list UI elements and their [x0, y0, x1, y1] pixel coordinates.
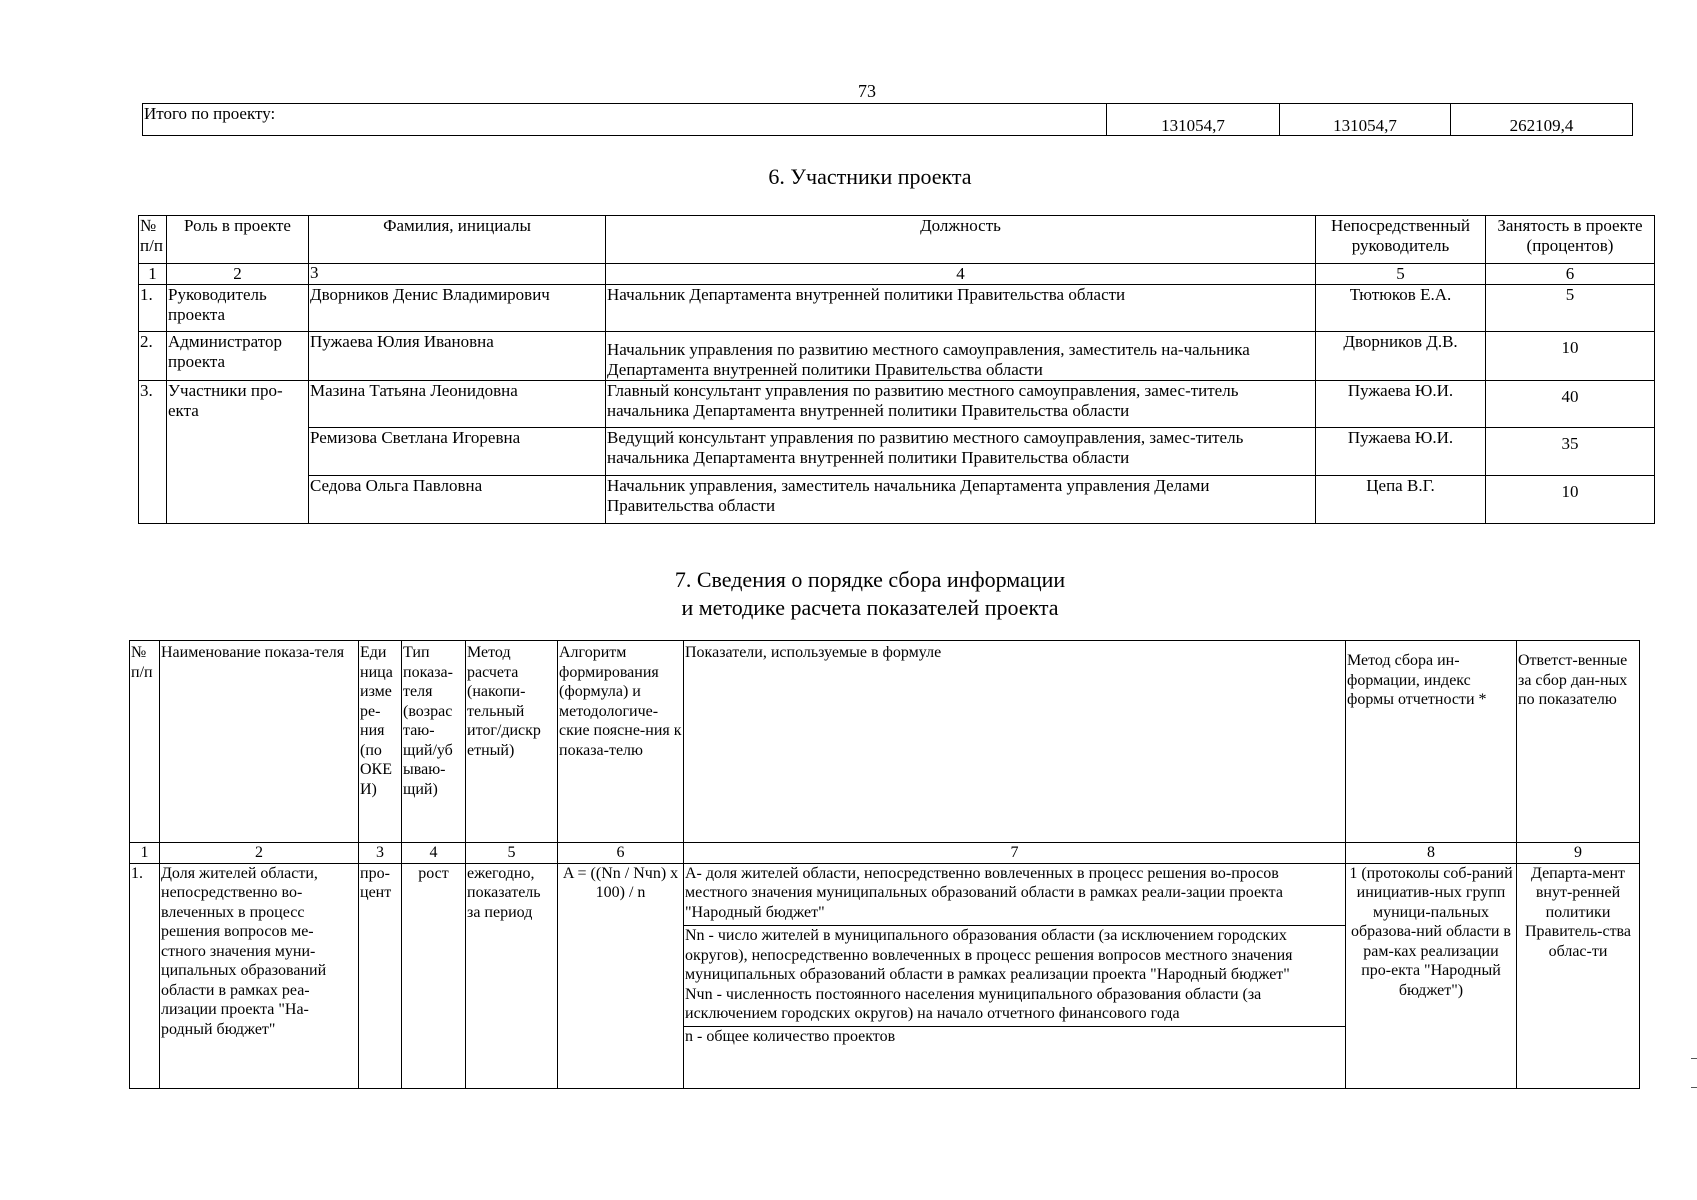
row-type: рост	[402, 863, 466, 1088]
col-number: 3	[359, 843, 402, 864]
row-name: Ремизова Светлана Игоревна	[309, 428, 606, 476]
row-algorithm: A = ((Nn / Nчn) x 100) / n	[558, 863, 684, 1088]
header-num: № п/п	[130, 641, 160, 843]
totals-value: 131054,7	[1107, 104, 1280, 136]
col-number: 9	[1517, 843, 1640, 864]
header-resp: Ответст-венные за сбор дан-ных по показателю	[1517, 641, 1640, 843]
formula-variable-nn: Nn - число жителей в муниципального образования области (за исключением городских округов), непосредственно вовлеченных в процесс решения вопросов местного значения муниципальных образований области в рамках реализации проекта "Народный бюджет"	[684, 925, 1345, 985]
row-load: 40	[1486, 381, 1655, 428]
table-row	[139, 476, 1655, 524]
indicators-table	[129, 640, 1640, 1089]
formula-variable-nchn: Nчn - численность постоянного населения муниципального образования области (за исключением городских округов) на начало отчетного финансового года	[685, 985, 1262, 1022]
row-role: Администратор проекта	[167, 332, 309, 381]
col-number: 4	[606, 264, 1316, 285]
header-collect: Метод сбора ин-формации, индекс формы отчетности *	[1346, 641, 1517, 843]
header-role: Роль в проекте	[167, 216, 309, 264]
row-load: 35	[1486, 428, 1655, 476]
row-num: 1.	[139, 285, 167, 332]
header-method: Метод расчета (накопи-тельный итог/дискр етный)	[466, 641, 558, 843]
header-position: Должность	[606, 216, 1316, 264]
row-position: Ведущий консультант управления по развитию местного самоуправления, замес-титель начальника Департамента внутренней политики Правительства области	[606, 428, 1316, 476]
row-resp: Департа-мент внут-ренней политики Правитель-ства облас-ти	[1517, 863, 1640, 1088]
row-name: Мазина Татьяна Леонидовна	[309, 381, 606, 428]
col-number: 3	[309, 264, 606, 285]
row-role: Руководитель проекта	[167, 285, 309, 332]
col-number: 1	[139, 264, 167, 285]
table-row	[139, 332, 1655, 381]
formula-variable-n: n - общее количество проектов	[684, 1026, 1345, 1047]
col-number: 7	[684, 843, 1346, 864]
totals-label: Итого по проекту:	[143, 104, 1107, 136]
row-position: Начальник управления по развитию местного самоуправления, заместитель на-чальника Департамента внутренней политики Правительства области	[606, 332, 1316, 381]
table-row	[139, 285, 1655, 332]
row-position: Главный консультант управления по развитию местного самоуправления, замес-титель начальника Департамента внутренней политики Правительства области	[606, 381, 1316, 428]
header-manager: Непосредственный руководитель	[1316, 216, 1486, 264]
row-name: Дворников Денис Владимирович	[309, 285, 606, 332]
section-7-title	[0, 566, 1697, 622]
header-num: № п/п	[139, 216, 167, 264]
row-manager: Дворников Д.В.	[1316, 332, 1486, 381]
totals-value: 131054,7	[1280, 104, 1451, 136]
header-algorithm: Алгоритм формирования (формула) и методологиче-ские поясне-ния к показа-телю	[558, 641, 684, 843]
row-load: 10	[1486, 476, 1655, 524]
col-number: 2	[160, 843, 359, 864]
participants-table	[138, 215, 1655, 524]
row-unit: про-цент	[359, 863, 402, 1088]
section-6-title: 6. Участники проекта	[768, 164, 972, 189]
col-number: 2	[167, 264, 309, 285]
header-load: Занятость в проекте (процентов)	[1486, 216, 1655, 264]
page-number: 73	[858, 81, 876, 101]
row-load: 10	[1486, 332, 1655, 381]
col-number: 8	[1346, 843, 1517, 864]
table-row	[139, 381, 1655, 428]
header-name: Фамилия, инициалы	[309, 216, 606, 264]
row-vars	[684, 863, 1346, 1088]
row-collect: 1 (протоколы соб-раний инициатив-ных групп муници-пальных образова-ний области в рам-ках реализации про-екта "Народный бюджет")	[1346, 863, 1517, 1088]
table-row	[130, 863, 1640, 1088]
row-position: Начальник управления, заместитель начальника Департамента управления Делами Правительства области	[606, 476, 1316, 524]
table-row	[139, 428, 1655, 476]
row-name: Доля жителей области, непосредственно во-влеченных в процесс решения вопросов ме-стного значения муни-ципальных образований области в рамках реа-лизации проекта "На-родный бюджет"	[160, 863, 359, 1088]
row-load: 5	[1486, 285, 1655, 332]
row-name: Седова Ольга Павловна	[309, 476, 606, 524]
row-manager: Пужаева Ю.И.	[1316, 428, 1486, 476]
header-name: Наименование показа-теля	[160, 641, 359, 843]
header-type: Тип показа-теля (возрас таю-щий/уб ываю-щий)	[402, 641, 466, 843]
col-number: 5	[1316, 264, 1486, 285]
row-manager: Тютюков Е.А.	[1316, 285, 1486, 332]
col-number: 4	[402, 843, 466, 864]
row-position: Начальник Департамента внутренней политики Правительства области	[606, 285, 1316, 332]
row-manager: Цепа В.Г.	[1316, 476, 1486, 524]
header-vars: Показатели, используемые в формуле	[684, 641, 1346, 843]
col-number: 6	[558, 843, 684, 864]
formula-variable-a: A- доля жителей области, непосредственно вовлеченных в процесс решения во-просов местного значения муниципальных образований области в рамках реали-зации проекта "Народный бюджет"	[685, 864, 1283, 921]
section-7-title-line: и методике расчета показателей проекта	[681, 595, 1059, 620]
row-num: 1.	[130, 863, 160, 1088]
col-number: 1	[130, 843, 160, 864]
row-num: 2.	[139, 332, 167, 381]
scan-edge-mark	[1691, 1058, 1697, 1088]
row-name: Пужаева Юлия Ивановна	[309, 332, 606, 381]
row-num: 3.	[139, 381, 167, 524]
header-unit: Еди ница изме ре-ния (по ОКЕ И)	[359, 641, 402, 843]
row-method: ежегодно, показатель за период	[466, 863, 558, 1088]
totals-table	[142, 103, 1633, 136]
row-role: Участники про-екта	[167, 381, 309, 524]
row-manager: Пужаева Ю.И.	[1316, 381, 1486, 428]
col-number: 5	[466, 843, 558, 864]
totals-value: 262109,4	[1451, 104, 1633, 136]
section-7-title-line: 7. Сведения о порядке сбора информации	[674, 567, 1066, 592]
col-number: 6	[1486, 264, 1655, 285]
